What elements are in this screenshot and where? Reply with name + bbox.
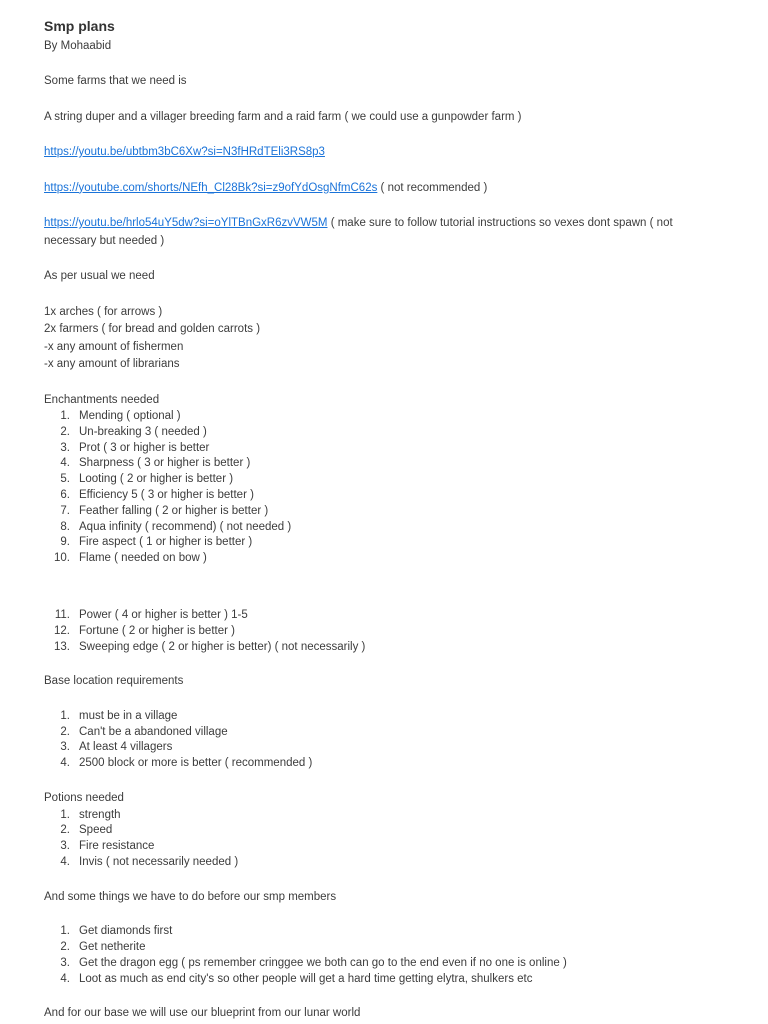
enchantments-heading: Enchantments needed: [44, 393, 160, 406]
potions-list: [44, 808, 724, 871]
list-text: 2500 block or more is better ( recommended ): [79, 757, 313, 770]
link-paragraph-1: [44, 144, 724, 162]
list-number: 5.: [60, 473, 70, 486]
list-item: [44, 839, 724, 855]
list-number: 4.: [60, 972, 70, 985]
todo-list: [44, 924, 724, 987]
list-text: must be in a village: [79, 709, 178, 722]
link-paragraph-3: [44, 215, 724, 250]
list-number: 9.: [60, 536, 70, 549]
list-number: 1.: [60, 410, 70, 422]
potions-heading: Potions needed: [44, 792, 124, 805]
list-number: 2.: [60, 824, 70, 837]
list-number: 2.: [60, 725, 70, 738]
author-line: By Mohaabid: [44, 40, 112, 52]
list-text: Feather falling ( 2 or higher is better ): [79, 504, 269, 517]
list-number: 3.: [60, 956, 70, 969]
list-number: 1.: [60, 808, 70, 821]
list-number: 4.: [60, 457, 70, 470]
list-text: Speed: [79, 824, 113, 837]
list-text: Efficiency 5 ( 3 or higher is better ): [79, 488, 254, 501]
list-number: 11.: [54, 608, 70, 621]
list-text: Fire resistance: [79, 840, 155, 853]
list-text: Can't be a abandoned village: [79, 725, 228, 738]
list-item: [44, 456, 724, 472]
list-item: [44, 504, 724, 520]
list-text: Power ( 4 or higher is better ) 1-5: [79, 608, 248, 621]
list-number: 3.: [60, 840, 70, 853]
list-number: 6.: [60, 488, 70, 501]
list-item: [44, 972, 724, 988]
list-item: [44, 441, 724, 457]
list-number: 1.: [60, 925, 70, 938]
list-item: [44, 924, 724, 940]
farms-intro: Some farms that we need is: [44, 75, 187, 87]
list-text: Mending ( optional ): [79, 410, 181, 422]
list-text: Prot ( 3 or higher is better: [79, 441, 210, 454]
list-item: [44, 520, 724, 536]
base-requirements-list: [44, 709, 724, 772]
list-number: 1.: [60, 709, 70, 722]
list-number: 4.: [60, 855, 70, 868]
list-item: [44, 488, 724, 504]
youtube-link-3[interactable]: https://youtu.be/hrlo54uY5dw?si=oYlTBnGxR6zvVW5M: [44, 217, 328, 229]
list-item: [44, 756, 724, 772]
list-number: 4.: [60, 757, 70, 770]
youtube-link-1[interactable]: https://youtu.be/ubtbm3bC6Xw?si=N3fHRdTEli3RS8p3: [44, 146, 325, 158]
list-item: [44, 425, 724, 441]
list-number: 2.: [60, 425, 70, 438]
list-item: [44, 551, 724, 567]
list-item: [44, 608, 724, 624]
list-text: Looting ( 2 or higher is better ): [79, 473, 234, 486]
list-item: [44, 740, 724, 756]
list-number: 10.: [54, 552, 70, 565]
list-item: [44, 725, 724, 741]
list-item: [44, 472, 724, 488]
list-text: At least 4 villagers: [79, 741, 173, 754]
list-item: [44, 409, 724, 425]
list-item: [44, 808, 724, 824]
list-text: Get diamonds first: [79, 925, 173, 938]
list-item: [44, 709, 724, 725]
link-note-2: ( not recommended ): [377, 181, 488, 194]
list-item: 1x arches ( for arrows ): [44, 305, 163, 318]
list-number: 7.: [60, 504, 70, 517]
list-text: Get netherite: [79, 941, 146, 954]
list-number: 3.: [60, 441, 70, 454]
list-number: 12.: [54, 624, 70, 637]
closing-line: And for our base we will use our blueprint from our lunar world: [44, 1007, 361, 1020]
enchantments-list: [44, 409, 724, 567]
list-text: Sweeping edge ( 2 or higher is better) ( not necessarily ): [79, 640, 366, 653]
list-text: Fortune ( 2 or higher is better ): [79, 624, 235, 637]
list-item: -x any amount of librarians: [44, 358, 180, 370]
list-number: 13.: [54, 640, 70, 653]
list-text: Aqua infinity ( recommend) ( not needed ): [79, 520, 292, 533]
list-text: Flame ( needed on bow ): [79, 552, 207, 565]
villager-list: [44, 304, 724, 374]
list-item: [44, 956, 724, 972]
list-number: 3.: [60, 741, 70, 754]
list-item: [44, 940, 724, 956]
list-text: Un-breaking 3 ( needed ): [79, 425, 207, 438]
youtube-link-2[interactable]: https://youtube.com/shorts/NEfh_Cl28Bk?si=z9ofYdOsgNfmC62s: [44, 181, 378, 194]
farms-line: A string duper and a villager breeding farm and a raid farm ( we could use a gunpowder farm ): [44, 110, 522, 123]
document-title: Smp plans: [44, 18, 115, 34]
list-text: strength: [79, 808, 121, 821]
list-text: Invis ( not necessarily needed ): [79, 855, 239, 868]
list-item: [44, 855, 724, 871]
base-heading: Base location requirements: [44, 675, 184, 688]
list-item: [44, 624, 724, 640]
list-text: Loot as much as end city's so other people will get a hard time getting elytra, shulkers etc: [79, 972, 533, 985]
list-text: Sharpness ( 3 or higher is better ): [79, 457, 251, 470]
list-item: [44, 640, 724, 656]
usual-intro: As per usual we need: [44, 270, 155, 282]
list-item: [44, 535, 724, 551]
enchantments-list-continued: [44, 608, 724, 655]
link-note-3: ( make sure to follow tutorial instructions so vexes dont spawn ( not necessary but needed ): [44, 217, 673, 247]
list-item: 2x farmers ( for bread and golden carrots ): [44, 323, 261, 335]
list-number: 8.: [60, 520, 70, 533]
link-paragraph-2: [44, 180, 724, 198]
list-text: Fire aspect ( 1 or higher is better ): [79, 536, 253, 549]
list-item: [44, 823, 724, 839]
todo-heading: And some things we have to do before our smp members: [44, 890, 337, 903]
list-text: Get the dragon egg ( ps remember cringgee we both can go to the end even if no one is online ): [79, 956, 567, 969]
list-item: -x any amount of fishermen: [44, 340, 184, 353]
list-number: 2.: [60, 941, 70, 954]
